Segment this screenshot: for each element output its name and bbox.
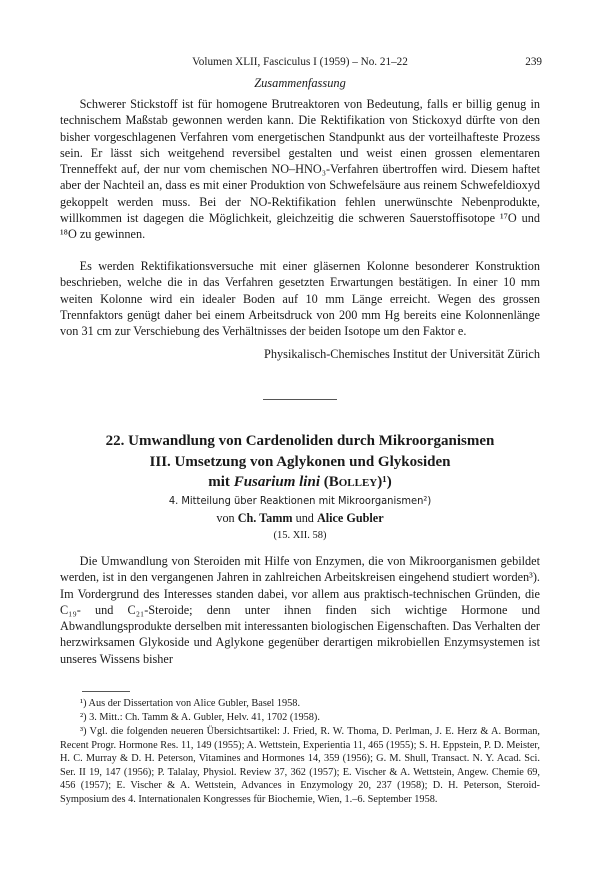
summary-heading: Zusammenfassung (254, 76, 346, 90)
summary-paragraph-1 (60, 96, 540, 243)
footnote-3-text: ³) Vgl. die folgenden neueren Übersichtsartikel: J. Fried, R. W. Thoma, D. Perlman, J. E. Herz & A. Borman, Recent Progr. Hormone Res. 11, 149 (1955); A. Wettstein, Experientia 11, 465 (1955); S. H. Eppstein, P. D. Meister, H. C. Murray & D. H. Peterson, Vitamines and Hormones 14, 359 (1956); G. M. Shull, Transact. N. Y. Acad. Sci. Ser. II 19, 147 (1956); P. Talalay, Physiol. Review 37, 362 (1957); E. Vischer & A. Wettstein, Angew. Chemie 69, 456 (1957); E. Vischer & A. Wettstein, Advances in Enzymology 20, 237 (1958); D. H. Peterson, Steroid-Symposium des 4. Internationalen Kongresses für Biochemie, Wien, 1.–6. September 1958. (60, 726, 540, 805)
article-title-line-1: 22. Umwandlung von Cardenoliden durch Mikroorganismen (105, 433, 495, 449)
running-head (0, 56, 600, 70)
article-title-line-2: III. Umsetzung von Aglykonen und Glykosiden (149, 454, 451, 470)
running-title: Volumen XLII, Fasciculus I (1959) – No. 21–22 (192, 56, 408, 68)
authors-von: von (216, 511, 235, 525)
series-note: 4. Mitteilung über Reaktionen mit Mikroorganismen²) (168, 494, 432, 507)
intro-paragraph-text: Die Umwandlung von Steroiden mit Hilfe von Enzymen, die von Mikroorganismen gebildet werden, ist in den vergangenen Jahren in zahlreichen Arbeitskreisen eingehend studiert worden³). Im Vordergrund des Interesses standen dabei, vor allem aus praktisch-technischen Gründen, die C₁₉- und C₂₁-Steroide; denn unter ihnen finden sich wichtige Hormone und Abwandlungsprodukte derselben mit interessanten biologischen Eigenschaften. Das Verhalten der herzwirksamen Glykoside und Aglykone gegenüber derartigen mikrobiellen Enzymsystemen ist unseres Wissens bisher (60, 554, 540, 666)
footnote-1-text: ¹) Aus der Dissertation von Alice Gubler, Basel 1958. (80, 698, 301, 709)
summary-paragraph-2 (60, 258, 540, 339)
authors-und: und (295, 511, 314, 525)
author-2: Alice Gubler (316, 511, 384, 525)
section-separator (263, 399, 337, 400)
authors-line (0, 511, 600, 526)
footnote-2-text: ²) 3. Mitt.: Ch. Tamm & A. Gubler, Helv. 41, 1702 (1958). (80, 712, 320, 723)
footnote-3 (60, 725, 540, 807)
summary-paragraph-2-text: Es werden Rektifikationsversuche mit einer gläsernen Kolonne besonderer Konstruktion beschrieben, welche die in das Verfahren gesetzten Erwartungen bestätigen. In einer 10 mm weiten Kolonne wird ein idealer Boden auf 10 mm Länge erreicht. Wegen des grossen Trennfaktors genügt daher bei einem Arbeitsdruck von 200 mm Hg bereits eine Kolonnenlänge von 31 cm zur Verschiebung des Verhältnisses der beiden Isotope um den Faktor e. (60, 259, 540, 339)
title-line-3-prefix: mit (208, 474, 234, 490)
author-1: Ch. Tamm (237, 511, 293, 525)
footnote-2 (60, 711, 540, 725)
summary-paragraph-1-text: Schwerer Stickstoff ist für homogene Brutreaktoren von Bedeutung, falls er billig genug in technischem Maßstab gewonnen werden kann. Die Rektifikation von Stickoxyd dürfte von den bisher vorgeschlagenen Verfahren vom energetischen Standpunkt aus der vorteilhafteste Prozess sein. Er lässt sich weitgehend reversibel gestalten und weist einen grossen elementaren Trenneffekt auf, der nur vom chemischen NO–HNO₃-Verfahren übertroffen wird. Diesem haftet aber der Nachteil an, dass es mit einer Produktion von Schwefelsäure aus reinem Schwefeldioxyd gekoppelt werden muss. Bei der NO-Rektifikation fehlen unerwünschte Nebenprodukte, willkommen ist dagegen die Möglichkeit, gleichzeitig die schweren Sauerstoffisotope ¹⁷O und ¹⁸O zu gewinnen. (60, 97, 540, 242)
page-number: 239 (525, 56, 542, 68)
institute-affiliation: Physikalisch-Chemisches Institut der Universität Zürich (264, 347, 540, 361)
footnote-rule (82, 691, 130, 692)
organism-name: Fusarium lini (233, 474, 320, 490)
received-date: (15. XII. 58) (273, 530, 327, 541)
article-title-line-3 (0, 474, 600, 491)
footnote-1 (60, 697, 540, 711)
intro-paragraph (60, 553, 540, 667)
title-line-3-suffix: (Bolley)¹) (319, 474, 392, 490)
